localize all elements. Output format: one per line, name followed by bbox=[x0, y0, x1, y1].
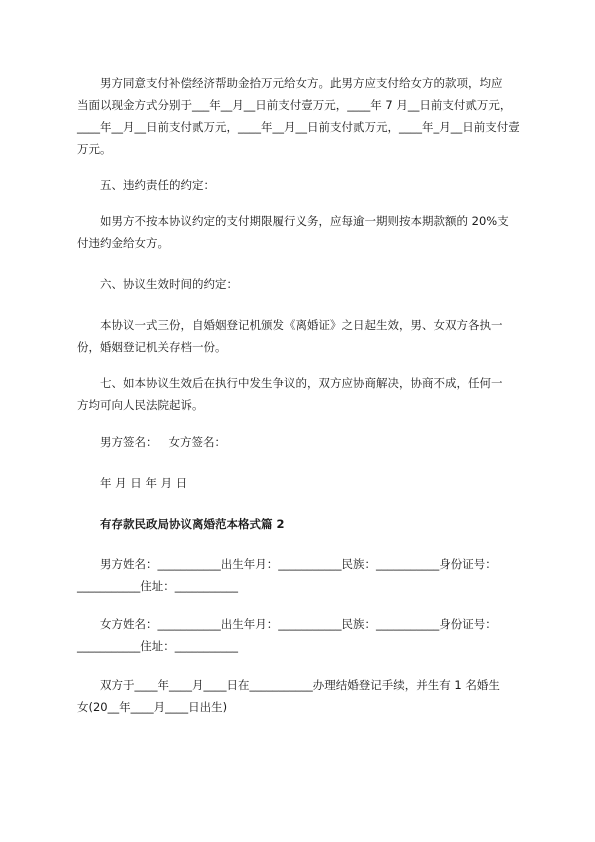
signature-line bbox=[77, 431, 522, 453]
date-placeholders: 年 月 日 年 月 日 bbox=[100, 476, 188, 490]
paragraph-line: 如男方不按本协议约定的支付期限履行义务，应每逾一期则按本期款额的 20%支 bbox=[100, 214, 509, 228]
paragraph-line: ___________住址：___________ bbox=[77, 639, 238, 653]
paragraph-line: 本协议一式三份，自婚姻登记机颁发《离婚证》之日起生效，男、女双方各执一 bbox=[100, 318, 503, 332]
paragraph-line: 女(20__年____月____日出生) bbox=[77, 700, 228, 714]
paragraph-line: 五、违约责任的约定： bbox=[100, 178, 215, 192]
paragraph-marriage-registration bbox=[77, 674, 522, 718]
paragraph-line: 七、如本协议生效后在执行中发生争议的，双方应协商解决，协商不成，任何一 bbox=[100, 376, 503, 390]
paragraph-line: 份，婚姻登记机关存档一份。 bbox=[77, 340, 227, 354]
paragraph-dispute-terms bbox=[77, 372, 522, 416]
paragraph-husband-info bbox=[77, 553, 522, 597]
paragraph-line: ___________住址：___________ bbox=[77, 579, 238, 593]
section-heading-effective-time bbox=[77, 273, 522, 295]
paragraph-breach-terms bbox=[77, 210, 522, 254]
section-title-template-2 bbox=[77, 513, 522, 535]
paragraph-line: 万元。 bbox=[77, 142, 112, 156]
paragraph-line: 男方同意支付补偿经济帮助金拾万元给女方。此男方应支付给女方的款项，均应 bbox=[100, 76, 503, 90]
paragraph-line: 付违约金给女方。 bbox=[77, 236, 169, 250]
date-line bbox=[77, 472, 522, 494]
signature-labels: 男方签名： 女方签名： bbox=[100, 435, 226, 449]
paragraph-line: ____年__月__日前支付贰万元，____年__月__日前支付贰万元，____年_月__日前支付壹 bbox=[77, 120, 520, 134]
section-heading-breach bbox=[77, 174, 522, 196]
section-title: 有存款民政局协议离婚范本格式篇 2 bbox=[100, 517, 285, 531]
paragraph-line: 男方姓名：___________出生年月：___________民族：___________身份证号： bbox=[100, 557, 497, 571]
paragraph-effective-terms bbox=[77, 314, 522, 358]
paragraph-line: 方均可向人民法院起诉。 bbox=[77, 398, 204, 412]
paragraph-wife-info bbox=[77, 613, 522, 657]
paragraph-payment-terms bbox=[77, 72, 522, 160]
paragraph-line: 双方于____年____月____日在___________办理结婚登记手续，并生有 1 名婚生 bbox=[100, 678, 500, 692]
paragraph-line: 六、协议生效时间的约定： bbox=[100, 277, 238, 291]
paragraph-line: 当面以现金方式分别于___年__月__日前支付壹万元，____年 7 月__日前支付贰万元， bbox=[77, 98, 512, 112]
paragraph-line: 女方姓名：___________出生年月：___________民族：___________身份证号： bbox=[100, 617, 497, 631]
